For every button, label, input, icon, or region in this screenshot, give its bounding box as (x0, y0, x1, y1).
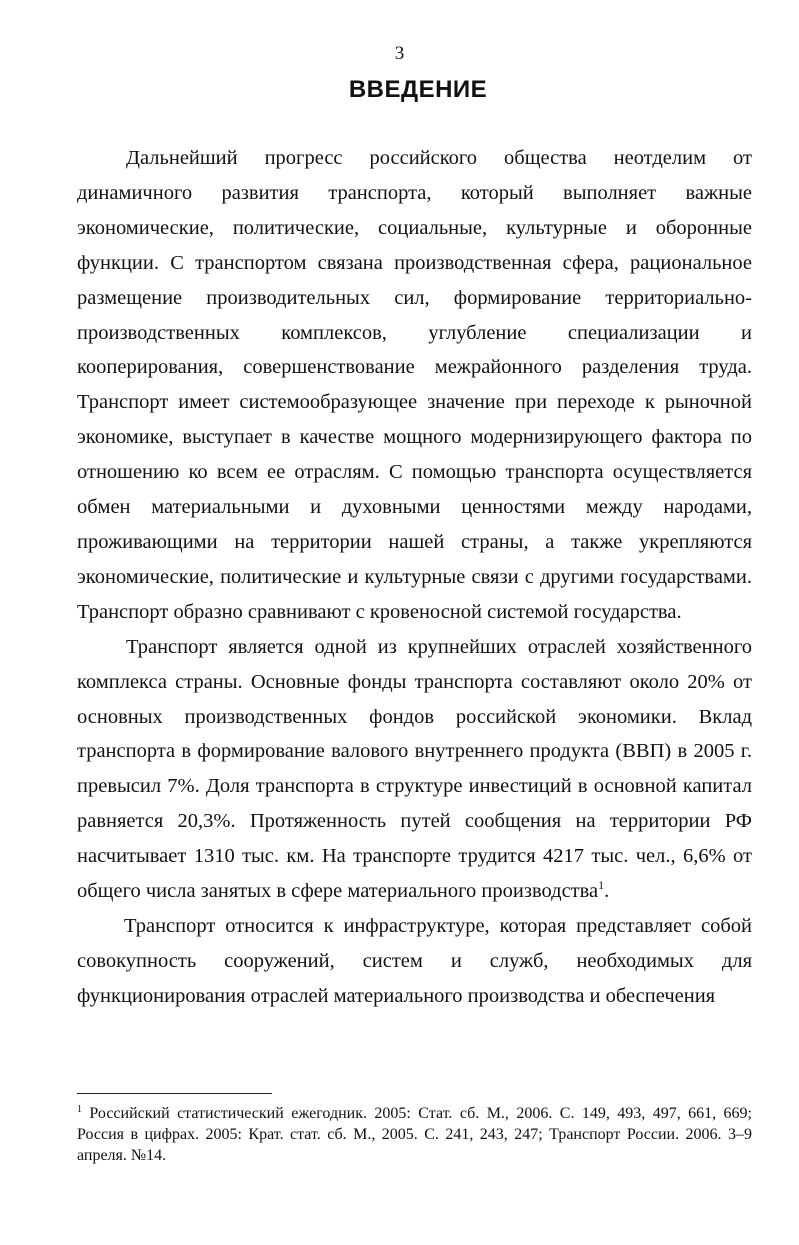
footnote (77, 1103, 752, 1166)
footnote-separator (77, 1093, 272, 1094)
page-number: 3 (394, 43, 405, 64)
footnote-reference[interactable]: 1 (598, 878, 605, 893)
paragraph-3 (77, 909, 752, 1014)
footnote-text: Российский статистический ежегодник. 2005: Стат. сб. М., 2006. С. 149, 493, 497, 661, 669; Россия в цифрах. 2005: Крат. стат. сб. М., 2005. С. 241, 243, 247; Транспорт России. 2006. 3–9 апреля. №14. (77, 1105, 752, 1164)
section-heading: ВВЕДЕНИЕ (348, 76, 488, 103)
footnote-marker: 1 (77, 1104, 82, 1115)
paragraph-2-text: Транспорт является одной из крупнейших отраслей хозяйственного комплекса страны. Основные фонды транспорта составляют около 20% от основных производственных фондов российской экономики. Вклад транспорта в формирование валового внутреннего продукта (ВВП) в 2005 г. превысил 7%. Доля транспорта в структуре инвестиций в основной капитал равняется 20,3%. Протяженность путей сообщения на территории РФ насчитывает 1310 тыс. км. На транспорте трудится 4217 тыс. чел., 6,6% от общего числа занятых в сфере материального производства (77, 635, 752, 903)
paragraph-2: Транспорт является одной из крупнейших отраслей хозяйственного комплекса страны. Основные фонды транспорта составляют около 20% от основных производственных фондов российской экономики. Вклад транспорта в формирование валового внутреннего продукта (ВВП) в 2005 г. превысил 7%. Доля транспорта в структуре инвестиций в основной капитал равняется 20,3%. Протяженность путей сообщения на территории РФ насчитывает 1310 тыс. км. На транспорте трудится 4217 тыс. чел., 6,6% от общего числа занятых в сфере материального производства$^1$. (77, 635, 752, 903)
paragraph-1 (77, 141, 752, 630)
body-text (77, 141, 752, 1014)
paragraph-1-text: Дальнейший прогресс российского общества неотделим от динамичного развития транспорта, который выполняет важные экономические, политические, социальные, культурные и оборонные функции. С транспортом связана производственная сфера, рациональное размещение производительных сил, формирование территориально-производственных комплексов, углубление специализации и кооперирования, совершенствование межрайонного разделения труда. Транспорт имеет системообразующее значение при переходе к рыночной экономике, выступает в качестве мощного модернизирующего фактора по отношению ко всем ее отраслям. С помощью транспорта осуществляется обмен материальными и духовными ценностями между народами, проживающими на территории нашей страны, а также укрепляются экономические, политические и культурные связи с другими государствами. Транспорт образно сравнивают с кровеносной системой государства. (77, 147, 752, 623)
paragraph-3-text: Транспорт относится к инфраструктуре, которая представляет собой совокупность сооружений, систем и служб, необходимых для функционирования отраслей материального производства и обеспечения (77, 914, 752, 1007)
